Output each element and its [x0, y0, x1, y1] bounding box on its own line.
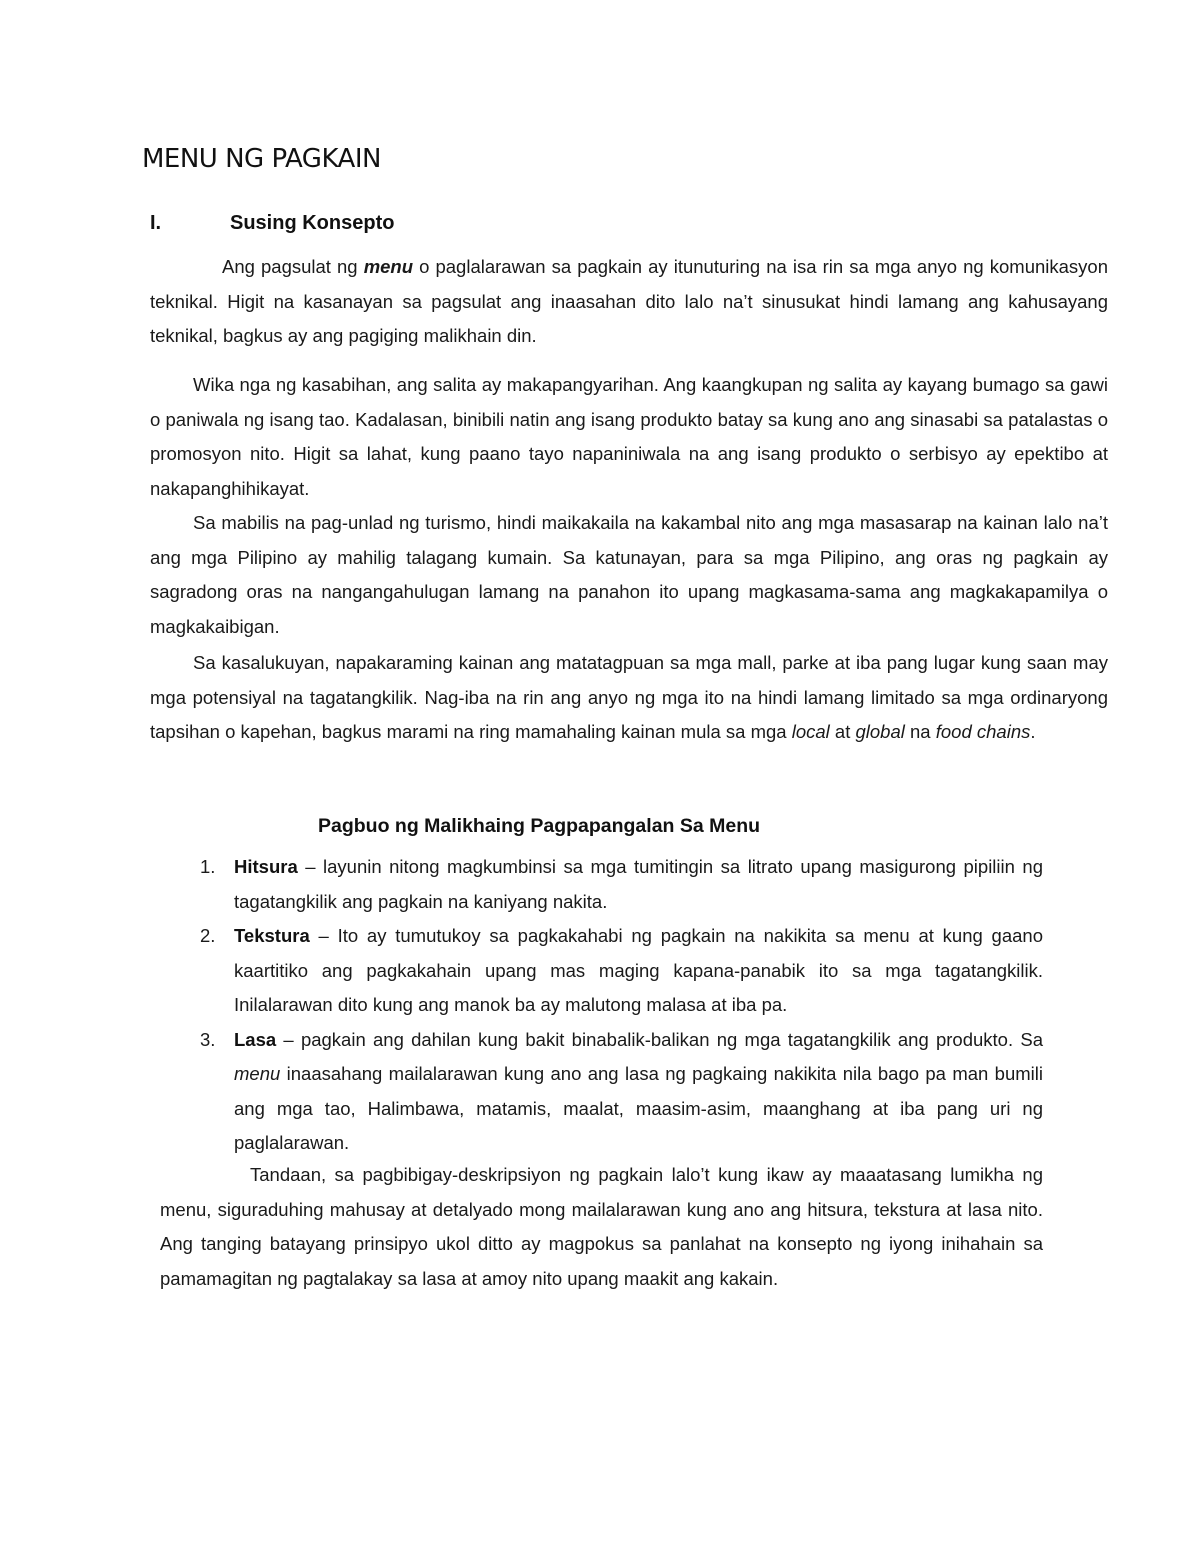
- paragraph-kasalukuyan: Sa kasalukuyan, napakaraming kainan ang matatagpuan sa mga mall, parke at iba pang lugar kung saan may mga potensiyal na tagatangkilik. Nag-iba na rin ang anyo ng mga ito na hindi lamang limitado sa mga ordinaryong tapsihan o kapehan, bagkus marami na ring mamahaling kainan mula sa mga local at global na food chains.: [150, 652, 1108, 742]
- list-term: Tekstura: [234, 925, 310, 946]
- section-heading: [150, 212, 394, 235]
- document-title: MENU NG PAGKAIN: [142, 144, 381, 174]
- list-marker: 2.: [200, 925, 216, 946]
- paragraph-wika: Wika nga ng kasabihan, ang salita ay makapangyarihan. Ang kaangkupan ng salita ay kayang bumago sa gawi o paniwala ng isang tao. Kadalasan, binibili natin ang isang produkto batay sa kung ano ang sinasabi sa patalastas o promosyon nito. Higit sa lahat, kung paano tayo napaniniwala na ang isang produkto o serbisyo ay epektibo at nakapanghihikayat.: [150, 374, 1108, 499]
- list-item-lasa: 3. Lasa – pagkain ang dahilan kung bakit binabalik-balikan ng mga tagatangkilik ang produkto. Sa menu inaasahang mailalarawan kung ano ang lasa ng pagkaing nakikita nila bago pa man bumili ang mga tao, Halimbawa, matamis, maalat, maasim-asim, maanghang at iba pang uri ng paglalarawan.: [200, 1023, 1043, 1161]
- list-item-hitsura: 1. Hitsura – layunin nitong magkumbinsi sa mga tumitingin sa litrato upang masigurong pipiliin ng tagatangkilik ang pagkain na kaniyang nakita.: [200, 850, 1043, 919]
- list-item-tekstura: 2. Tekstura – Ito ay tumutukoy sa pagkakahabi ng pagkain na nakikita sa menu at kung gaano kaartitiko ang pagkakahain upang mas maging kapana-panabik ito sa mga tagatangkilik. Inilalarawan dito kung ang manok ba ay malutong malasa at iba pa.: [200, 919, 1043, 1023]
- emphasis-local: local: [791, 721, 830, 742]
- paragraph-intro: Ang pagsulat ng menu o paglalarawan sa pagkain ay itunuturing na isa rin sa mga anyo ng komunikasyon teknikal. Higit na kasanayan sa pagsulat ang inaasahan dito lalo na’t sinusukat hindi lamang ang kahusayang teknikal, bagkus ay ang pagiging malikhain din.: [150, 256, 1109, 346]
- emphasis-global: global: [855, 721, 905, 742]
- list-term: Lasa: [234, 1028, 277, 1050]
- section-number: I.: [150, 212, 162, 234]
- criteria-list: [200, 850, 1043, 1161]
- emphasis-menu: menu: [234, 1063, 281, 1084]
- emphasis-food-chains: food chains: [935, 721, 1031, 742]
- list-marker: 3.: [200, 1028, 216, 1050]
- paragraph-turismo: Sa mabilis na pag-unlad ng turismo, hindi maikakaila na kakambal nito ang mga masasarap na kainan lalo na’t ang mga Pilipino ay mahilig talagang kumain. Sa katunayan, para sa mga Pilipino, ang oras ng pagkain ay sagradong oras na nangangahulugan lamang na panahon ito upang magkasama-sama ang magkakapamilya o magkakaibigan.: [150, 512, 1108, 637]
- section-title: Susing Konsepto: [230, 212, 395, 234]
- emphasis-menu: menu: [363, 256, 414, 277]
- paragraph-tandaan: Tandaan, sa pagbibigay-deskripsiyon ng pagkain lalo’t kung ikaw ay maaatasang lumikha ng menu, siguraduhing mahusay at detalyado mong mailalarawan kung ano ang hitsura, tekstura at lasa nito. Ang tanging batayang prinsipyo ukol ditto ay magpokus sa panlahat na konsepto ng iyong inihahain sa pamamagitan ng pagtalakay sa lasa at amoy nito upang maakit ang kakain.: [160, 1164, 1043, 1289]
- list-term: Hitsura: [234, 856, 298, 877]
- list-marker: 1.: [200, 856, 216, 877]
- subheading: Pagbuo ng Malikhaing Pagpapangalan Sa Menu: [318, 815, 761, 837]
